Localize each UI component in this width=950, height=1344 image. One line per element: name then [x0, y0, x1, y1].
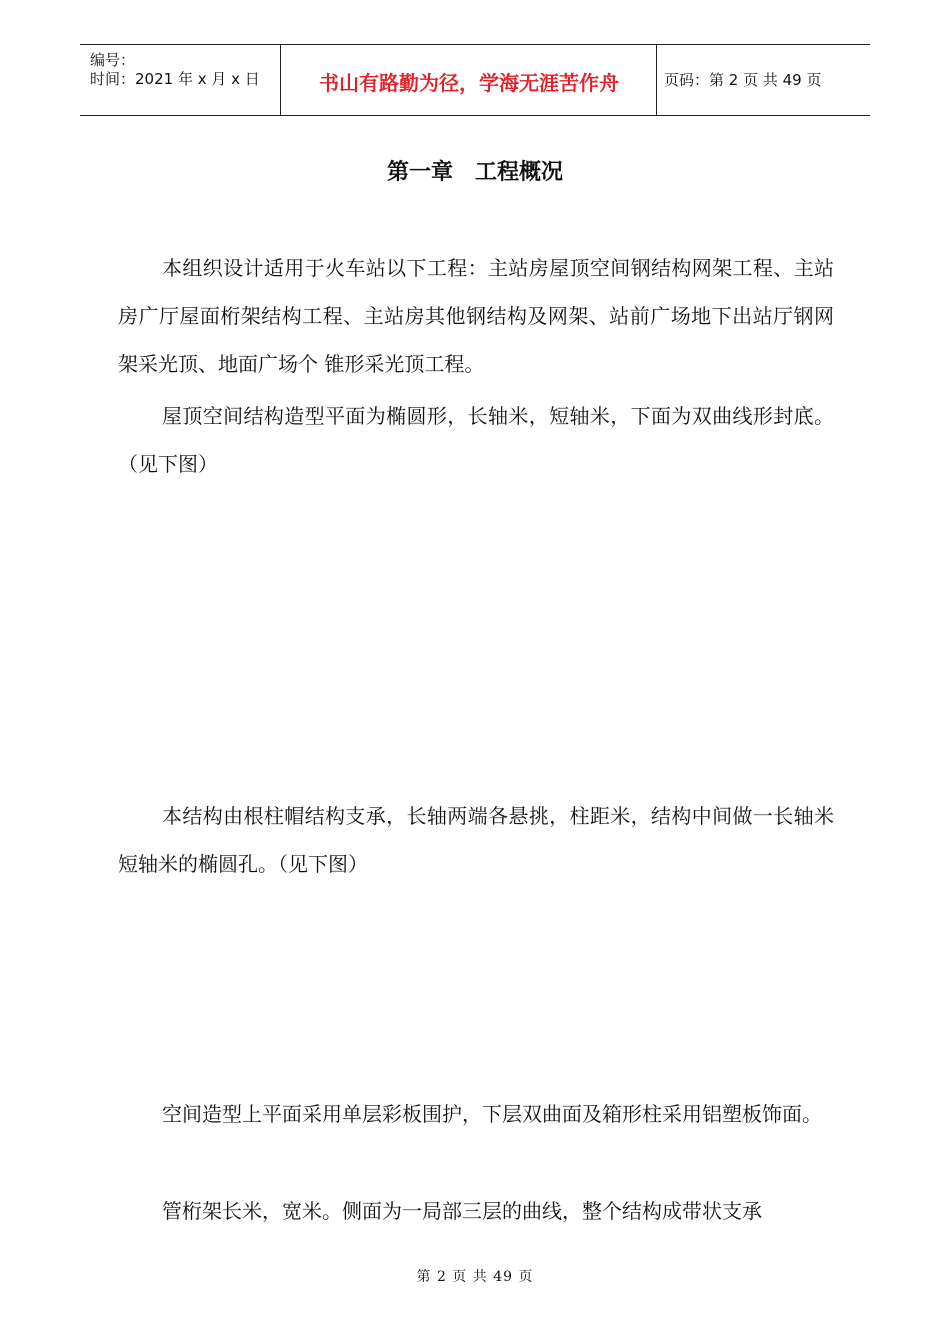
paragraph-truss: 管桁架长米，宽米。侧面为一局部三层的曲线，整个结构成带状支承	[162, 1199, 762, 1223]
document-number-label: 编号：	[90, 51, 136, 69]
paragraph-scope: 本组织设计适用于火车站以下工程：主站房屋顶空间钢结构网架工程、主站房广厅屋面桁架结构工程、主站房其他钢结构及网架、站前广场地下出站厅钢网架采光顶、地面广场个 锥形采光顶工程。	[118, 256, 834, 376]
header-motto: 书山有路勤为径，学海无涯苦作舟	[319, 71, 619, 95]
document-date: 时间：2021 年 x 月 x 日	[90, 70, 260, 88]
document-header	[80, 44, 870, 116]
header-divider	[656, 45, 657, 115]
chapter-title: 第一章 工程概况	[386, 160, 563, 185]
header-divider	[280, 45, 281, 115]
header-meta	[90, 51, 260, 89]
paragraph-cladding: 空间造型上平面采用单层彩板围护，下层双曲面及箱形柱采用铝塑板饰面。	[162, 1102, 822, 1126]
paragraph-support: 本结构由根柱帽结构支承，长轴两端各悬挑，柱距米，结构中间做一长轴米短轴米的椭圆孔。（见下图）	[118, 804, 834, 876]
header-page-info: 页码：第 2 页 共 49 页	[664, 71, 822, 89]
paragraph-roof-shape: 屋顶空间结构造型平面为椭圆形，长轴米，短轴米，下面为双曲线形封底。（见下图）	[118, 404, 834, 476]
page-footer: 第 2 页 共 49 页	[416, 1269, 534, 1285]
